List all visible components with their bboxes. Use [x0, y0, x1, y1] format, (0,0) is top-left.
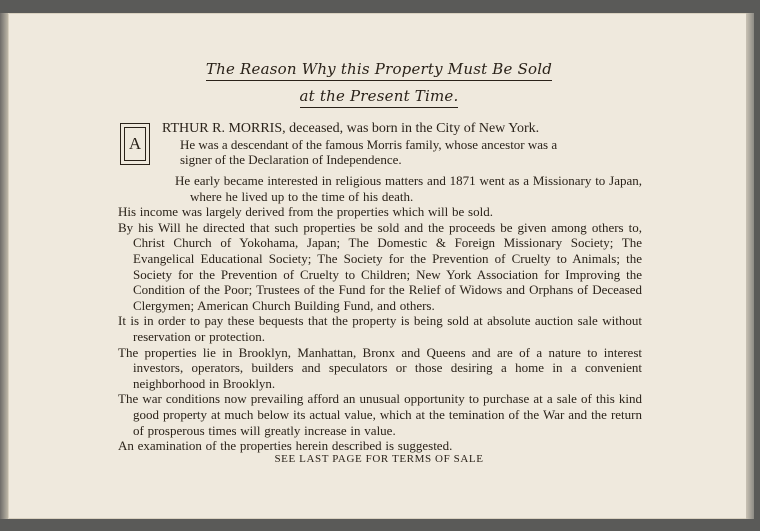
page-edge-left: [0, 13, 8, 519]
paragraph-6: The war conditions now prevailing afford an unusual opportunity to purchase at a sale of this kind good property at much below its actual value, which at the temination of the War and the return of prosperous times will greatly increase in value.: [118, 391, 642, 438]
first-paragraph-head: [118, 111, 642, 173]
paragraph-7: An examination of the properties herein described is suggested.: [118, 438, 453, 454]
drop-cap: A: [120, 123, 150, 165]
third-line: signer of the Declaration of Independence.: [180, 152, 402, 167]
second-line: He was a descendant of the famous Morris family, whose ancestor was a: [180, 137, 558, 152]
first-line: RTHUR R. MORRIS, deceased, was born in the City of New York.: [162, 121, 540, 136]
document-page: [8, 13, 750, 519]
page-title-line-1: The Reason Why this Property Must Be Sold: [8, 60, 750, 78]
body-text: [118, 111, 642, 454]
page-edge-right: [746, 13, 754, 519]
paragraph-5: The properties lie in Brooklyn, Manhattan, Bronx and Queens and are of a nature to interest investors, operators, builders and speculators or those desiring a home in a convenient neighborhood in Brooklyn.: [118, 344, 642, 391]
page-title-line-2: at the Present Time.: [8, 87, 750, 105]
terms-of-sale-note: SEE LAST PAGE FOR TERMS OF SALE: [274, 453, 484, 465]
paragraph-4: It is in order to pay these bequests that the property is being sold at absolute auction sale without reservation or protection.: [118, 313, 642, 344]
paragraph-2: His income was largely derived from the properties which will be sold.: [118, 204, 493, 220]
paragraph-3: By his Will he directed that such properties be sold and the proceeds be given among others to, Christ Church of Yokohama, Japan; The Domestic & Foreign Missionary Society; The Evangelical Educational Society; The Society for the Prevention of Cruelty to Animals; the Society for the Prevention of Cruelty to Children; New York Association for Improving the Condition of the Poor; Trustees of the Fund for the Relief of Widows and Orphans of Deceased Clergymen; American Church Building Fund, and others.: [118, 219, 642, 313]
paragraph-1: He early became interested in religious matters and 1871 went as a Missionary to Japan, where he lived up to the time of his death.: [175, 173, 642, 204]
